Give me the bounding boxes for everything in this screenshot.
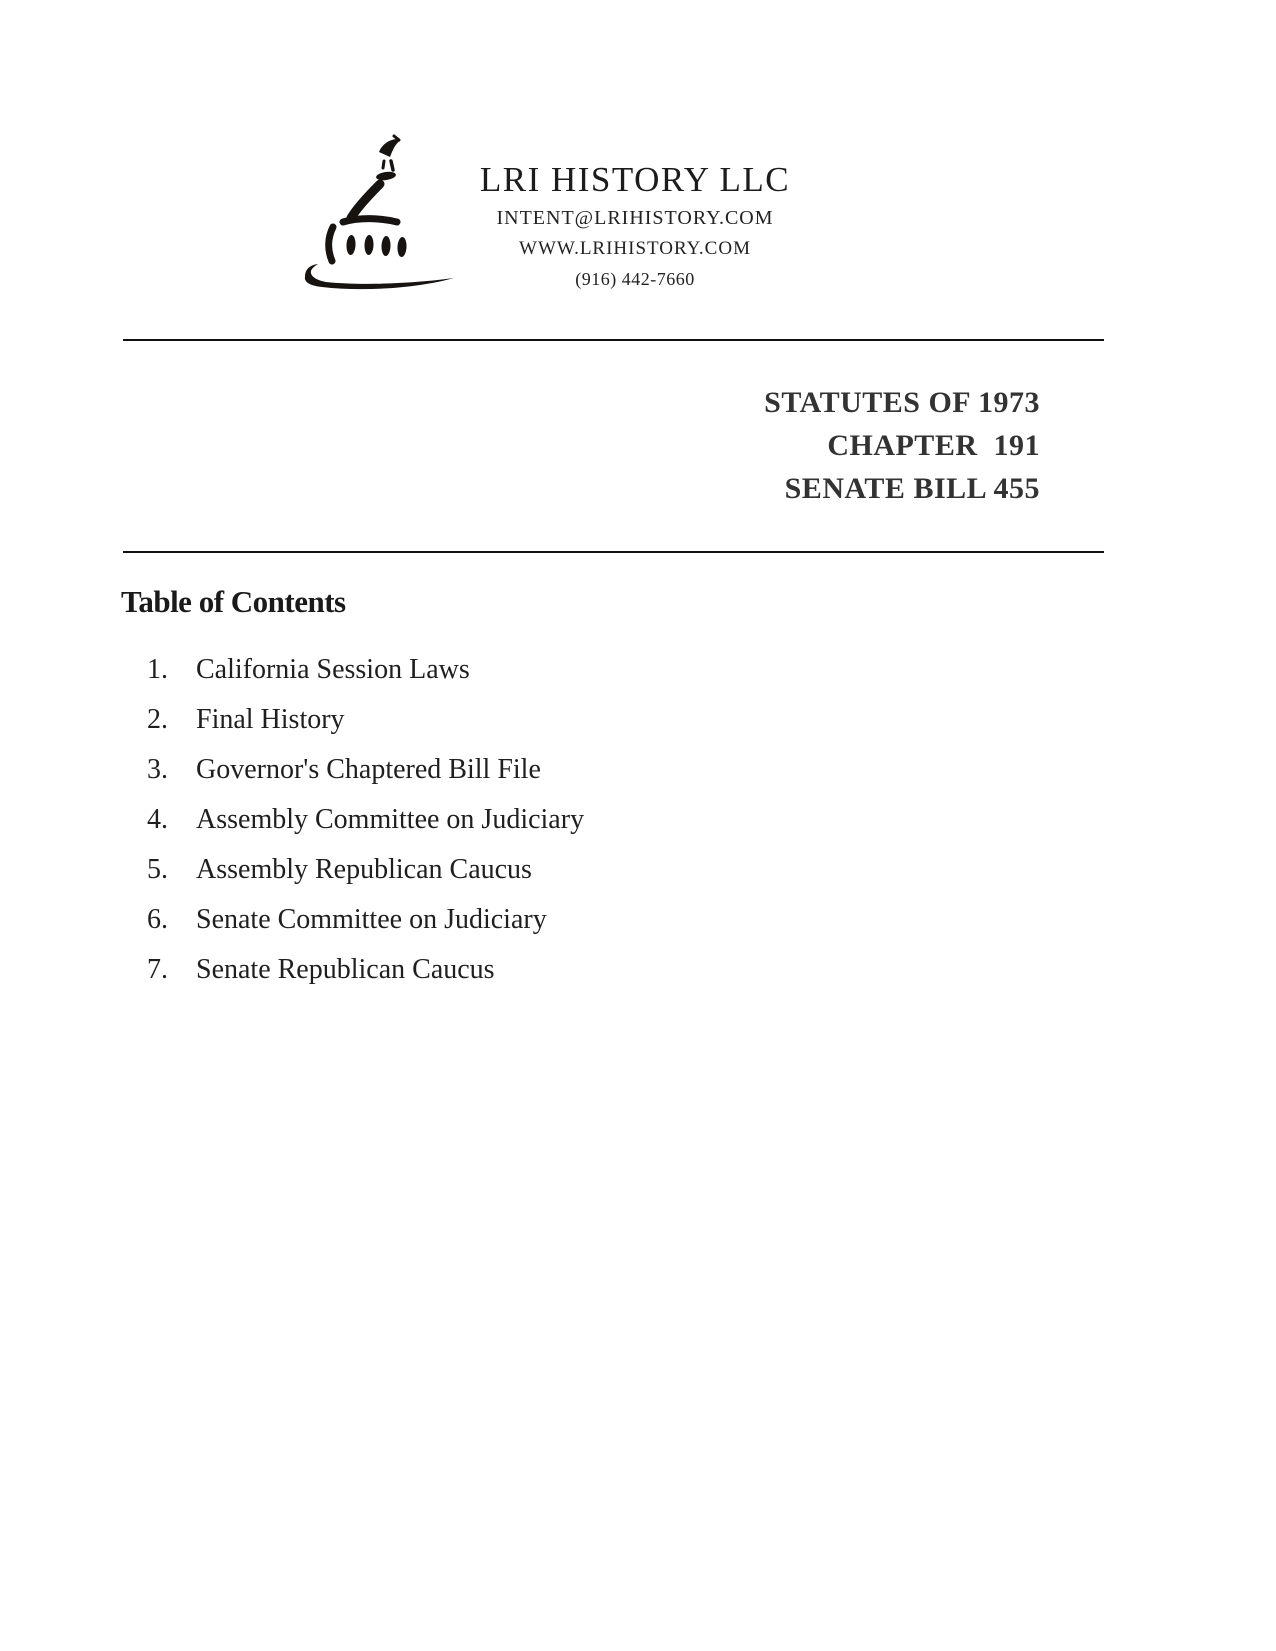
toc-item-label: Final History xyxy=(196,704,345,735)
toc-item-label: Assembly Committee on Judiciary xyxy=(196,804,585,835)
toc-item-label: Senate Republican Caucus xyxy=(196,954,495,985)
toc-item xyxy=(147,845,584,895)
statute-line-year: STATUTES OF 1973 xyxy=(764,386,1040,419)
toc-item-number: 5. xyxy=(147,854,168,885)
toc-title: Table of Contents xyxy=(121,584,346,619)
toc-item-number: 7. xyxy=(147,954,168,985)
statute-line-chapter: CHAPTER 191 xyxy=(827,429,1040,462)
toc-item xyxy=(147,645,584,695)
toc-item-label: Governor's Chaptered Bill File xyxy=(196,754,541,785)
toc-item-number: 1. xyxy=(147,654,168,685)
toc-item-label: Senate Committee on Judiciary xyxy=(196,904,547,935)
toc-item-number: 3. xyxy=(147,754,168,785)
toc-item-number: 2. xyxy=(147,704,168,735)
company-website: WWW.LRIHISTORY.COM xyxy=(519,238,751,259)
toc-item-number: 4. xyxy=(147,804,168,835)
toc-item xyxy=(147,895,584,945)
horizontal-rule-top xyxy=(123,339,1104,341)
statute-line-bill: SENATE BILL 455 xyxy=(784,472,1040,505)
toc-item-label: Assembly Republican Caucus xyxy=(196,854,532,885)
statute-reference-block xyxy=(764,381,1040,510)
toc-item xyxy=(147,745,584,795)
horizontal-rule-bottom xyxy=(123,551,1104,553)
toc-item xyxy=(147,695,584,745)
company-phone: (916) 442-7660 xyxy=(575,269,695,289)
company-name: LRI HISTORY LLC xyxy=(479,160,791,199)
toc-item xyxy=(147,945,584,995)
toc-list xyxy=(147,645,584,995)
company-email: INTENT@LRIHISTORY.COM xyxy=(496,207,774,229)
toc-item xyxy=(147,795,584,845)
letterhead xyxy=(385,158,885,294)
toc-item-number: 6. xyxy=(147,904,168,935)
toc-item-label: California Session Laws xyxy=(196,654,470,685)
